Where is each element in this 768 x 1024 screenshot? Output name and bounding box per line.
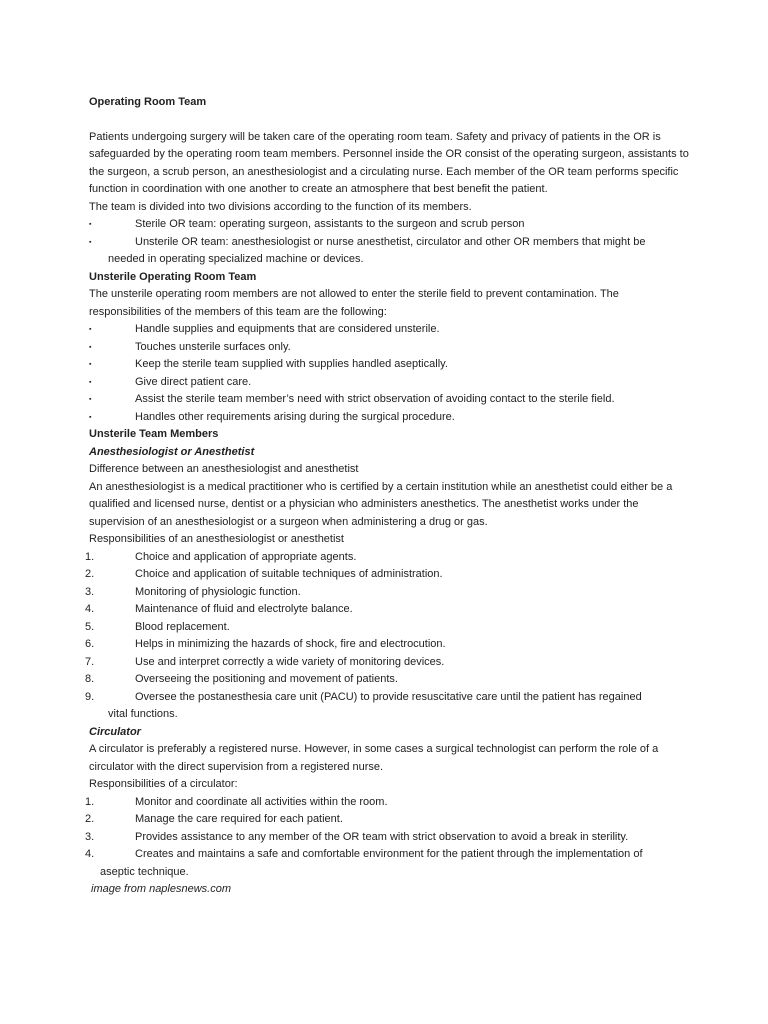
intro-paragraph: Patients undergoing surgery will be taken care of the operating room team. Safety and privacy of patients in the OR is safeguarded by the operating room team members. Personnel inside the OR consist of the operating surgeon, assistants to the surgeon, a scrub person, an anesthesiologist and a circulating nurse. Each member of the OR team performs specific function in coordination with one another to create an atmosphere that best benefit the patient. [89,130,689,195]
list-item-text: Creates and maintains a safe and comfortable environment for the patient through the implementation of [135,848,643,860]
list-item-text: Monitor and coordinate all activities within the room. [135,795,388,808]
subheading-circulator: Circulator [89,725,141,738]
list-number: 2. [85,568,95,580]
list-item-text: Manage the care required for each patient. [135,813,343,825]
list-item [85,846,689,881]
list-item [89,391,689,409]
list-number: 2. [85,813,95,825]
list-item-text: Handle supplies and equipments that are considered unsterile. [135,323,440,335]
bullet-marker: ▪ [89,326,92,333]
list-item [89,216,689,234]
list-item [85,811,689,829]
subheading-anesthesiologist: Anesthesiologist or Anesthetist [89,445,255,458]
list-item-text-continued: aseptic technique. [100,865,189,878]
list-item [89,374,689,392]
unsterile-team-paragraph: The unsterile operating room members are not allowed to enter the sterile field to prevent contamination. The responsibilities of the members of this team are the following: [89,288,619,318]
list-item-text: Handles other requirements arising during the surgical procedure. [135,410,455,423]
list-number: 1. [85,795,95,808]
circulator-paragraph: A circulator is preferably a registered nurse. However, in some cases a surgical technologist can perform the role of a circulator with the direct supervision from a registered nurse. [89,743,659,773]
list-number: 4. [85,848,95,860]
list-item-text: Assist the sterile team member’s need with strict observation of avoiding contact to the sterile field. [135,393,615,405]
list-item [89,321,689,339]
list-item-text: Touches unsterile surfaces only. [135,340,291,353]
bullet-marker: ▪ [89,378,92,386]
section-heading-team-members: Unsterile Team Members [89,428,219,440]
list-item [85,619,689,637]
list-number: 1. [85,550,95,563]
circulator-responsibilities-line: Responsibilities of a circulator: [89,778,238,790]
list-item [85,671,689,689]
list-item-text: Blood replacement. [135,620,230,633]
bullet-marker: ▪ [89,238,92,246]
list-item [89,409,689,427]
list-number: 3. [85,830,95,843]
list-item-text: Overseeing the positioning and movement of patients. [135,673,398,685]
difference-line: Difference between an anesthesiologist and anesthetist [89,463,359,475]
anesthesiologist-responsibilities-line: Responsibilities of an anesthesiologist or anesthetist [89,533,344,545]
list-item-text: Unsterile OR team: anesthesiologist or nurse anesthetist, circulator and other OR members that might be [135,235,646,248]
list-item-text: Oversee the postanesthesia care unit (PACU) to provide resuscitative care until the patient has regained [135,690,642,703]
list-number: 5. [85,620,95,633]
list-item [85,584,689,602]
list-item [85,566,689,584]
list-item [85,636,689,654]
team-divisions-list [89,216,689,269]
list-number: 6. [85,638,95,650]
circulator-responsibilities-list [85,794,689,882]
document-page [85,94,689,899]
list-item-text-continued: vital functions. [108,708,178,720]
list-item-text: Helps in minimizing the hazards of shock, fire and electrocution. [135,638,446,650]
list-item-text: Choice and application of appropriate agents. [135,550,357,563]
list-number: 7. [85,655,95,668]
list-number: 9. [85,690,95,703]
list-item [85,829,689,847]
section-heading-unsterile-team: Unsterile Operating Room Team [89,270,257,283]
intro-divisions-line: The team is divided into two divisions according to the function of its members. [89,200,472,213]
list-item-text: Maintenance of fluid and electrolyte balance. [135,603,353,615]
bullet-marker: ▪ [89,361,92,368]
list-item [89,339,689,357]
list-item-text: Choice and application of suitable techniques of administration. [135,568,443,580]
list-item-text: Keep the sterile team supplied with supplies handled aseptically. [135,358,448,370]
bullet-marker: ▪ [89,413,92,421]
list-item-text-continued: needed in operating specialized machine or devices. [108,253,364,265]
anesthesiologist-paragraph: An anesthesiologist is a medical practitioner who is certified by a certain institution while an anesthetist could either be a qualified and licensed nurse, dentist or a physician who administers anesthetics. The anesthetist works under the supervision of an anesthesiologist or a surgeon when administering a drug or gas. [89,480,673,528]
list-item [85,549,689,567]
list-item [85,689,689,724]
list-item [89,356,689,374]
list-item-text: Monitoring of physiologic function. [135,585,301,598]
image-caption: image from naplesnews.com [91,883,232,895]
bullet-marker: ▪ [89,343,92,351]
list-item [89,234,689,269]
list-item-text: Provides assistance to any member of the OR team with strict observation to avoid a break in sterility. [135,830,629,843]
list-item-text: Sterile OR team: operating surgeon, assistants to the surgeon and scrub person [135,218,525,230]
bullet-marker: ▪ [89,396,92,403]
bullet-marker: ▪ [89,221,92,228]
list-item-text: Use and interpret correctly a wide variety of monitoring devices. [135,655,445,668]
list-item [85,654,689,672]
page-title: Operating Room Team [89,96,207,108]
list-item-text: Give direct patient care. [135,375,252,388]
list-number: 8. [85,673,95,685]
list-item [85,601,689,619]
list-number: 3. [85,585,95,598]
list-item [85,794,689,812]
anesthesiologist-responsibilities-list [85,549,689,724]
unsterile-responsibilities-list [89,321,689,426]
list-number: 4. [85,603,95,615]
